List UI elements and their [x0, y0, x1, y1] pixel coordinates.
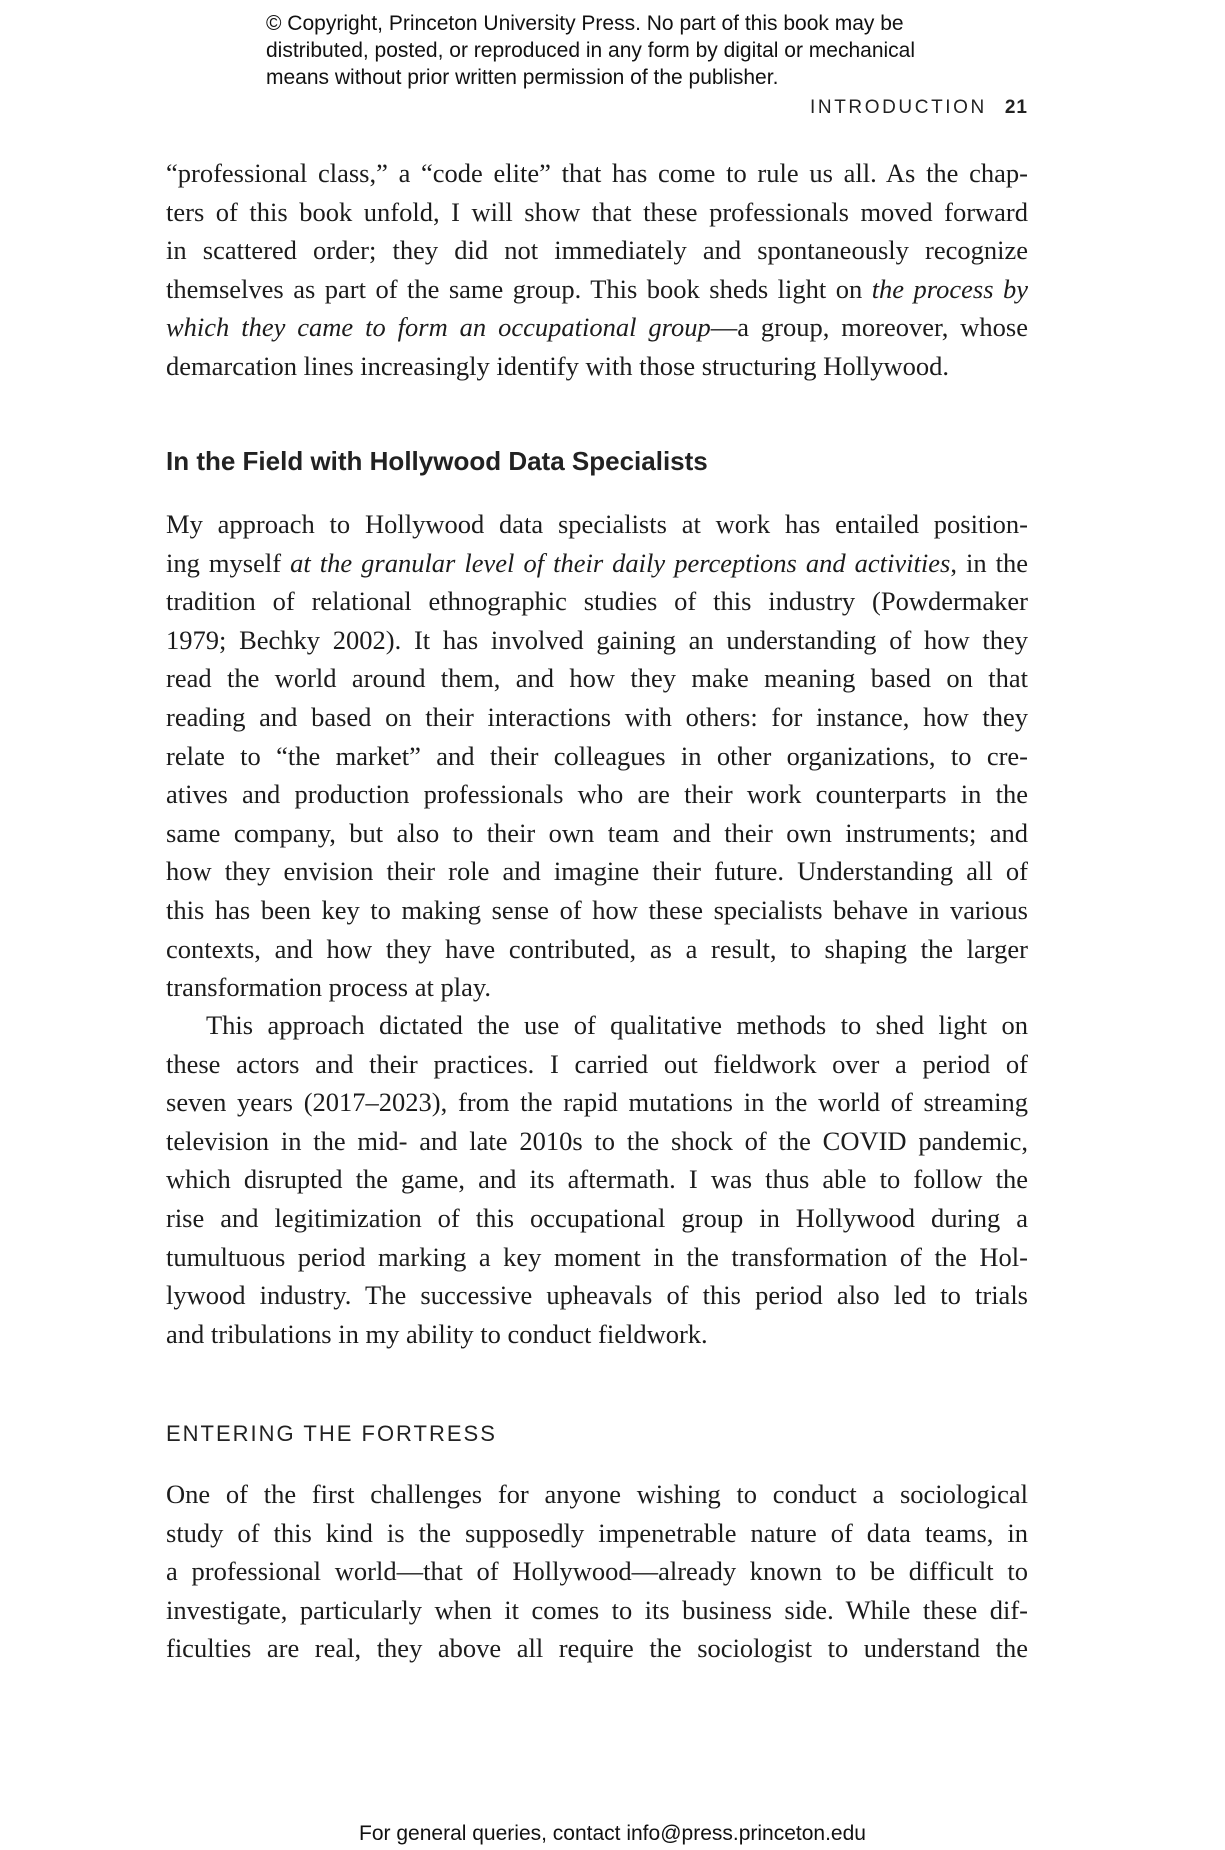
paragraph-1	[166, 154, 1028, 386]
italic-phrase: at the granular level of their daily perceptions and activities	[290, 547, 951, 578]
text-line: One of the first challenges for anyone wishing to conduct a sociological	[166, 1479, 1028, 1509]
text-line: reading and based on their interactions with others: for instance, how they	[166, 701, 1028, 732]
text-line: themselves as part of the same group. This book sheds light on the process by	[166, 273, 1028, 304]
text-line: This approach dictated the use of qualitative methods to shed light on	[206, 1010, 1028, 1040]
footer-contact: For general queries, contact info@press.princeton.edu	[359, 1822, 866, 1845]
text-line: read the world around them, and how they make meaning based on that	[166, 663, 1028, 694]
text-line: “professional class,” a “code elite” that has come to rule us all. As the chap-	[166, 158, 1028, 188]
section-heading: In the Field with Hollywood Data Specialists	[166, 446, 708, 476]
text-line: 1979; Bechky 2002). It has involved gaining an understanding of how they	[166, 624, 1028, 655]
text-line: rise and legitimization of this occupational group in Hollywood during a	[166, 1202, 1028, 1233]
text-line: transformation process at play.	[166, 972, 492, 1003]
text-line: study of this kind is the supposedly impenetrable nature of data teams, in	[166, 1517, 1028, 1548]
text-line: atives and production professionals who are their work counterparts in the	[166, 779, 1028, 810]
copyright-notice	[266, 10, 986, 91]
text-line: these actors and their practices. I carried out fieldwork over a period of	[166, 1048, 1028, 1079]
text-line: this has been key to making sense of how these specialists behave in various	[166, 894, 1028, 925]
text-line: which disrupted the game, and its aftermath. I was thus able to follow the	[166, 1164, 1028, 1195]
text-line: same company, but also to their own team and their own instruments; and	[166, 817, 1028, 848]
text-line: lywood industry. The successive upheavals of this period also led to trials	[166, 1280, 1028, 1311]
text-line: which they came to form an occupational group—a group, moreover, whose	[166, 312, 1028, 343]
text-line: demarcation lines increasingly identify with those structuring Hollywood.	[166, 350, 950, 381]
copyright-line: distributed, posted, or reproduced in any form by digital or mechanical	[266, 39, 916, 62]
text-line: in scattered order; they did not immediately and spontaneously recognize	[166, 235, 1028, 266]
text-line: how they envision their role and imagine their future. Understanding all of	[166, 856, 1028, 887]
text-line: contexts, and how they have contributed, as a result, to shaping the larger	[166, 933, 1028, 964]
text-line: investigate, particularly when it comes to its business side. While these dif-	[166, 1594, 1028, 1625]
italic-phrase: the process by	[871, 273, 1028, 304]
paragraph-3	[166, 1006, 1028, 1353]
text-line: ters of this book unfold, I will show that these professionals moved forward	[166, 196, 1028, 227]
text-line: My approach to Hollywood data specialists at work has entailed position-	[166, 509, 1028, 539]
text-line: tumultuous period marking a key moment in the transformation of the Hol-	[166, 1241, 1028, 1272]
copyright-line: means without prior written permission of the publisher.	[266, 66, 779, 89]
italic-phrase: which they came to form an occupational group	[166, 312, 711, 343]
paragraph-4	[166, 1475, 1028, 1668]
subsection-heading: ENTERING THE FORTRESS	[166, 1421, 497, 1446]
running-head-title: INTRODUCTION	[810, 97, 987, 118]
text-line: relate to “the market” and their colleagues in other organizations, to cre-	[166, 740, 1028, 771]
text-line: ficulties are real, they above all require the sociologist to understand the	[166, 1633, 1028, 1664]
text-line: television in the mid- and late 2010s to the shock of the COVID pandemic,	[166, 1125, 1028, 1156]
text-line: and tribulations in my ability to conduct fieldwork.	[166, 1318, 708, 1349]
text-line: ing myself at the granular level of their daily perceptions and activities, in the	[166, 547, 1028, 578]
running-head	[0, 97, 1028, 119]
page-number: 21	[1004, 97, 1028, 118]
paragraph-2	[166, 505, 1028, 1007]
copyright-line: © Copyright, Princeton University Press. No part of this book may be	[266, 12, 904, 35]
text-line: a professional world—that of Hollywood—already known to be difficult to	[166, 1556, 1028, 1587]
text-line: seven years (2017–2023), from the rapid mutations in the world of streaming	[166, 1087, 1028, 1118]
text-line: tradition of relational ethnographic studies of this industry (Powdermaker	[166, 586, 1028, 617]
